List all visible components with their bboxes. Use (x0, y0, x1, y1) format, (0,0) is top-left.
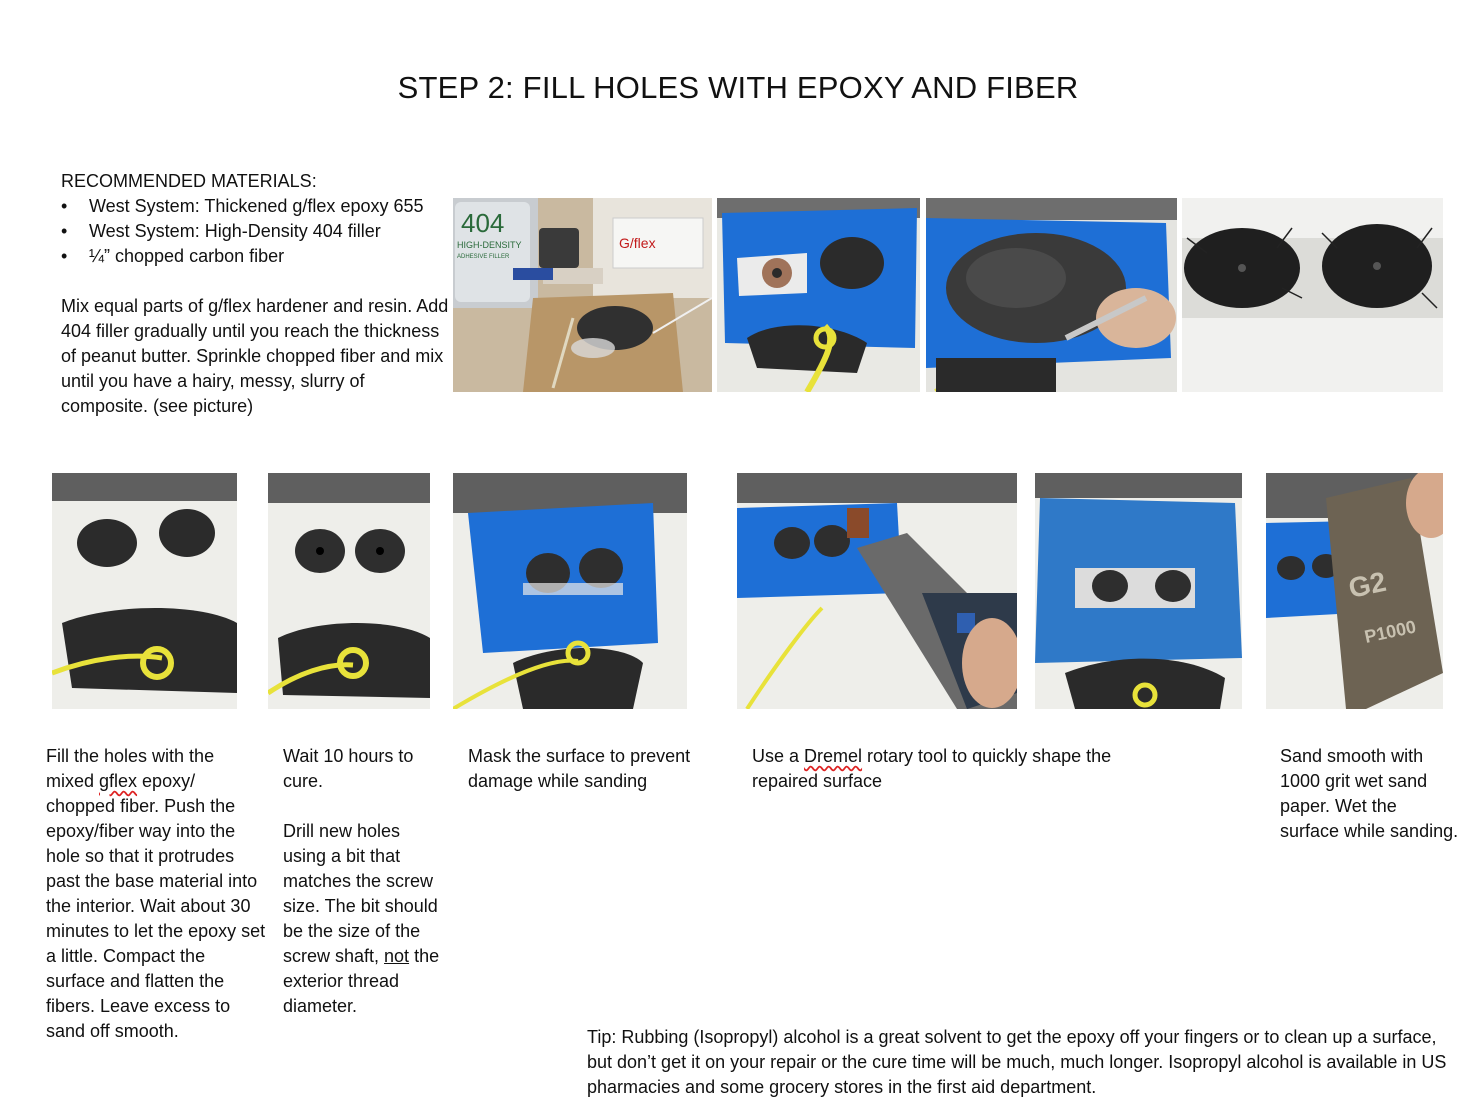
step-fill-text: epoxy/ chopped fiber. Push the epoxy/fiber way into the hole so that it protrudes past the base material into the interior. Wait about 30 minutes to let the epoxy set a little. Compact the surface and flatten the fibers. Leave excess to sand off smooth. (46, 771, 266, 1041)
materials-heading: RECOMMENDED MATERIALS: (61, 171, 317, 191)
step-mask-caption: Mask the surface to prevent damage while sanding (468, 746, 691, 791)
step-dremel-text: rotary tool to quickly shape the repaired surface (752, 746, 1112, 791)
sandpaper-brand: G2 (1345, 565, 1389, 604)
materials-item: • West System: High-Density 404 filler (61, 219, 424, 244)
can-sub-label: HIGH-DENSITY (457, 240, 522, 250)
photo-epoxy-applied (717, 198, 920, 392)
materials-list (61, 194, 424, 269)
mix-instructions: Mix equal parts of g/flex hardener and resin. Add 404 filler gradually until you reach the thickness of peanut butter. Sprinkle chopped fiber and mix until you have a hairy, messy, slurry of composite. (see picture) (61, 296, 449, 416)
photo-holes-filled (52, 473, 237, 709)
photo-materials-mixing (453, 198, 712, 392)
gflex-label: G/flex (619, 235, 656, 251)
step-fill-caption (46, 744, 266, 1044)
sandpaper-grit: P1000 (1362, 616, 1418, 647)
photo-holes-drilled (268, 473, 430, 709)
step-cure-text: the exterior thread diameter. (283, 946, 440, 1016)
can-label: 404 (461, 208, 505, 238)
page-title: STEP 2: FILL HOLES WITH EPOXY AND FIBER (397, 70, 1079, 105)
photo-dremel-shaping (737, 473, 1017, 709)
underlined-word: not (384, 946, 410, 966)
photo-sanded-surface (1035, 473, 1242, 709)
tip-text: Tip: Rubbing (Isopropyl) alcohol is a great solvent to get the epoxy off your fingers or to clean up a surface, but don’t get it on your repair or the cure time will be much, much longer. Isopropyl alcohol is available in US pharmacies and some grocery stores in the first aid department. (587, 1027, 1447, 1097)
step-sand-caption: Sand smooth with 1000 grit wet sand paper. Wet the surface while sanding. (1280, 746, 1459, 841)
spellcheck-word: Dremel (804, 746, 863, 766)
spellcheck-word: gflex (99, 771, 138, 791)
photo-surface-masked (453, 473, 687, 709)
step-cure-wait: Wait 10 hours to cure. (283, 746, 414, 791)
photo-fiber-patches (1182, 198, 1443, 392)
step-cure-caption (283, 744, 443, 1019)
step-fill-text: Fill the holes with the mixed (46, 746, 215, 791)
materials-item: • West System: Thickened g/flex epoxy 655 (61, 194, 424, 219)
photo-wet-sanding (1266, 473, 1443, 709)
step-cure-text: Drill new holes using a bit that matches the screw size. The bit should be the size of the screw shaft, (283, 821, 438, 966)
step-cure-drill (283, 819, 443, 1019)
materials-item: • ¼” chopped carbon fiber (61, 244, 424, 269)
step-dremel-text: Use a (752, 746, 805, 766)
step-dremel-caption (752, 744, 1172, 794)
photo-fiber-slurry (926, 198, 1177, 392)
can-sub-label: ADHESIVE FILLER (457, 254, 510, 260)
